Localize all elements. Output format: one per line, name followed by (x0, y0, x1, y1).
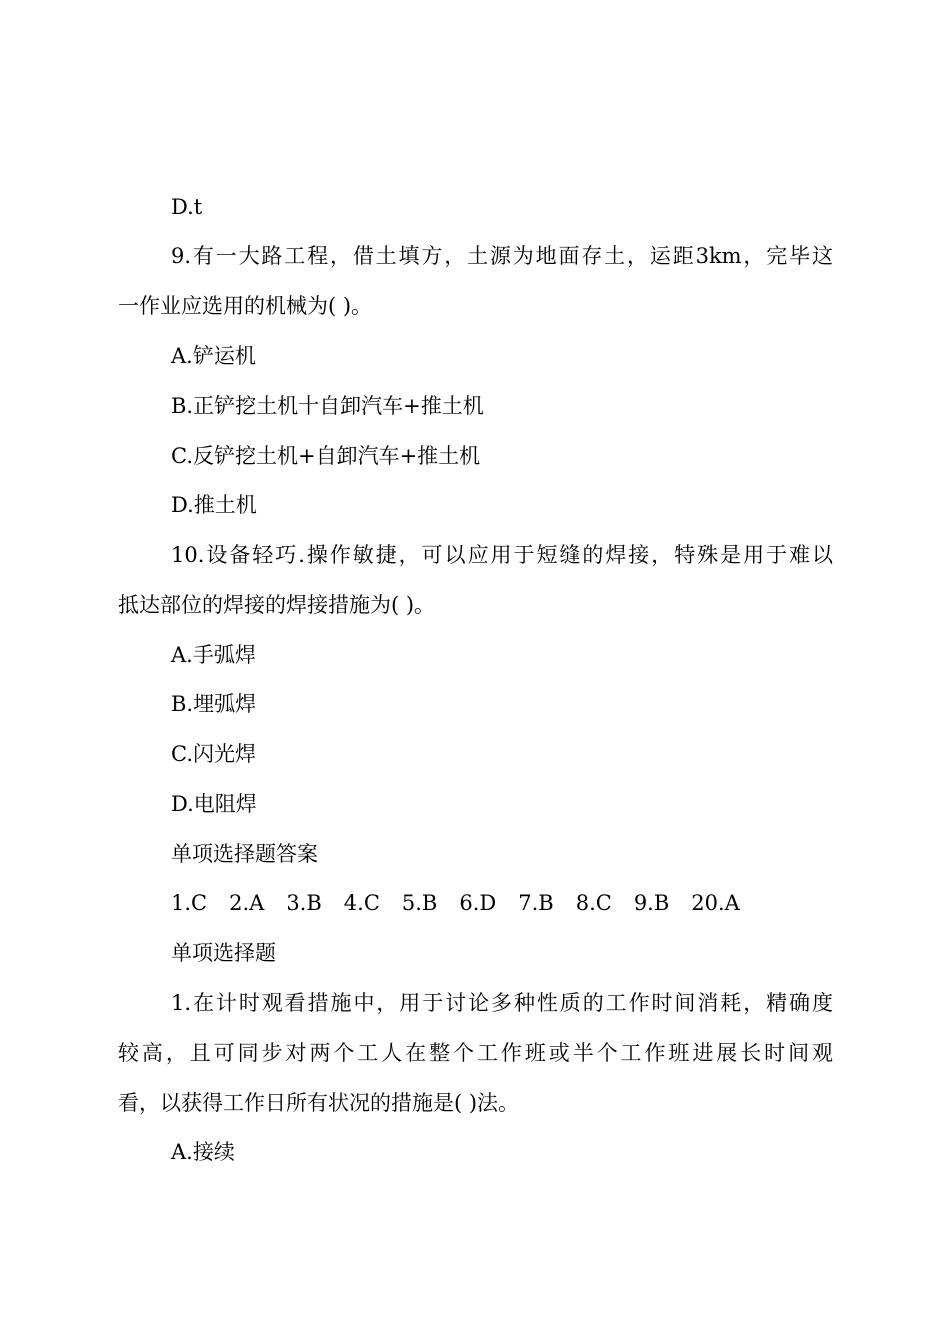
answer-item: 1.C (171, 891, 208, 915)
answer-item: 2.A (229, 891, 265, 915)
answer-list (171, 889, 762, 917)
option-d-q9: D.推土机 (171, 493, 257, 517)
answer-item: 6.D (459, 891, 497, 915)
question-1-line1: 1.在计时观看措施中，用于讨论多种性质的工作时间消耗，精确度 (171, 991, 833, 1015)
answer-heading: 单项选择题答案 (171, 842, 318, 866)
option-a-q10: A.手弧焊 (171, 643, 256, 667)
question-10-line1: 10.设备轻巧.操作敏捷，可以应用于短缝的焊接，特殊是用于难以 (171, 543, 833, 567)
answer-item: 20.A (691, 891, 740, 915)
answer-item: 9.B (633, 891, 670, 915)
answer-item: 4.C (343, 891, 380, 915)
answer-item: 5.B (401, 891, 438, 915)
option-c-q10: C.闪光焊 (171, 742, 256, 766)
question-9-line1: 9.有一大路工程，借土填方，土源为地面存土，运距3km，完毕这 (171, 244, 833, 268)
section-heading: 单项选择题 (171, 941, 276, 965)
answer-item: 8.C (575, 891, 612, 915)
question-1-line3: 看，以获得工作日所有状况的措施是( )法。 (118, 1091, 520, 1115)
option-a-q1: A.接续 (171, 1140, 235, 1164)
option-b-q10: B.埋弧焊 (171, 692, 257, 716)
question-1-line2: 较高，且可同步对两个工人在整个工作班或半个工作班进展长时间观 (118, 1041, 833, 1065)
answer-item: 7.B (518, 891, 554, 915)
option-b-q9: B.正铲挖土机十自卸汽车+推土机 (171, 394, 484, 418)
option-d-q8: D.t (171, 195, 203, 219)
question-9-line2: 一作业应选用的机械为( )。 (118, 294, 373, 318)
question-10-line2: 抵达部位的焊接的焊接措施为( )。 (118, 593, 436, 617)
option-d-q10: D.电阻焊 (171, 792, 257, 816)
option-a-q9: A.铲运机 (171, 344, 256, 368)
answer-item: 3.B (286, 891, 322, 915)
option-c-q9: C.反铲挖土机+自卸汽车+推土机 (171, 444, 481, 468)
